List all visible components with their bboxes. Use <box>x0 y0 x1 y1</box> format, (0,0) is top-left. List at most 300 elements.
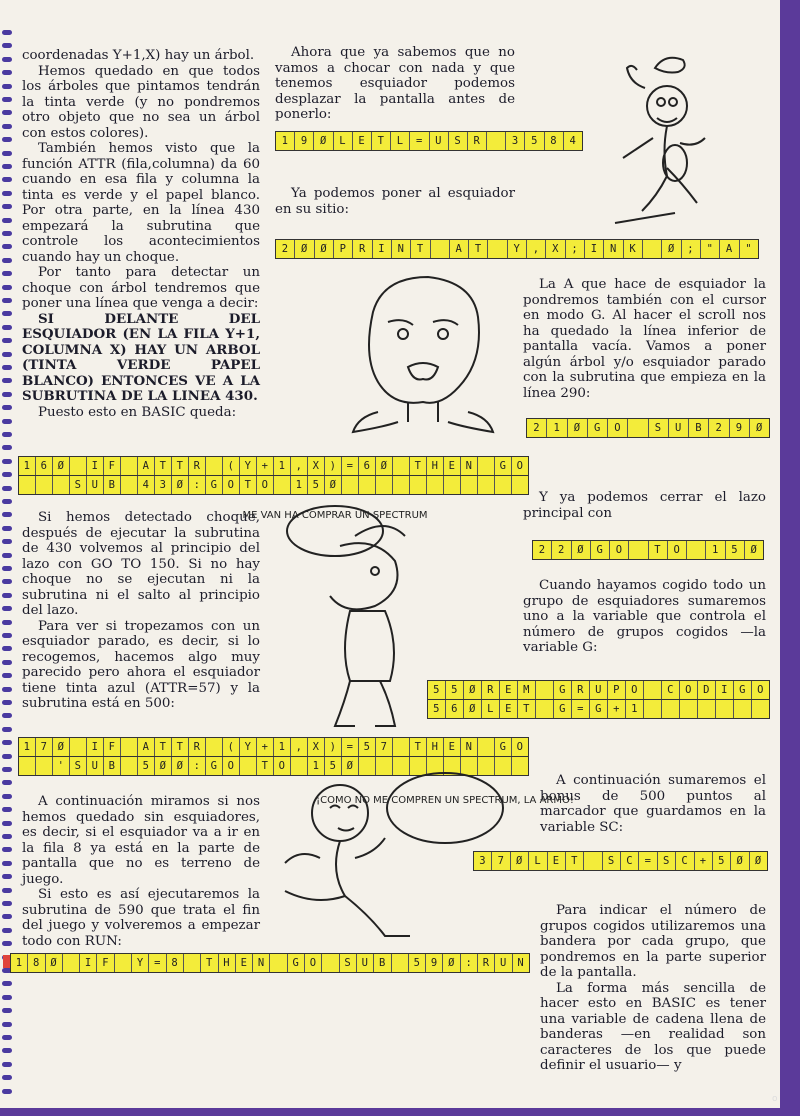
code-cell <box>426 476 443 494</box>
code-line-200 <box>275 239 759 259</box>
code-cell <box>494 476 511 494</box>
code-cell: B <box>688 419 708 437</box>
code-cell: 5 <box>725 541 744 559</box>
code-cell: 5 <box>433 684 440 696</box>
code-cell: 2 <box>708 419 728 437</box>
code-cell: Ø <box>463 681 481 699</box>
code-cell: Ø <box>744 541 763 559</box>
code-cell: 5 <box>358 738 375 756</box>
code-cell: T <box>171 738 188 756</box>
binding-hole <box>2 620 12 625</box>
code-cell <box>627 419 647 437</box>
code-cell: Ø <box>313 132 332 150</box>
code-cell: + <box>607 700 625 718</box>
code-row <box>276 132 582 150</box>
right-text-7 <box>540 903 766 1074</box>
binding-hole <box>2 834 12 839</box>
code-cell <box>273 476 290 494</box>
binding-hole <box>2 419 12 424</box>
code-row <box>19 457 528 475</box>
binding-hole <box>2 861 12 866</box>
binding-hole <box>2 740 12 745</box>
binding-hole <box>2 392 12 397</box>
code-cell: 9 <box>729 419 749 437</box>
code-row <box>19 738 528 756</box>
code-cell: N <box>512 954 529 972</box>
code-cell: E <box>499 681 517 699</box>
code-cell: 6 <box>358 457 375 475</box>
binding-hole <box>2 472 12 477</box>
code-cell: 1 <box>23 460 31 472</box>
code-cell: 1 <box>705 541 724 559</box>
binding-hole <box>2 901 12 906</box>
code-cell: M <box>517 681 535 699</box>
code-cell <box>642 240 661 258</box>
code-cell: Ø <box>171 757 188 775</box>
binding-hole <box>2 579 12 584</box>
binding-hole <box>2 767 12 772</box>
code-cell <box>120 457 137 475</box>
binding-hole <box>2 914 12 919</box>
code-cell: = <box>341 457 358 475</box>
code-cell: Y <box>507 240 526 258</box>
code-cell: K <box>623 240 642 258</box>
code-cell: R <box>467 132 486 150</box>
binding-hole <box>2 981 12 986</box>
code-cell: , <box>290 457 307 475</box>
paragraph: Y ya podemos cerrar el lazo principal con <box>523 490 766 521</box>
paragraph: Ahora que ya sabemos que no vamos a chocar con nada y que tenemos esquiador podemos desplazar la pantalla antes de ponerlo: <box>275 45 515 122</box>
code-cell: L <box>333 132 352 150</box>
code-cell <box>751 700 769 718</box>
binding-hole <box>2 553 12 558</box>
binding-hole <box>2 445 12 450</box>
code-cell: 6 <box>445 700 463 718</box>
right-text-4 <box>523 490 766 521</box>
code-cell <box>239 757 256 775</box>
code-cell: O <box>304 954 321 972</box>
binding-hole <box>2 995 12 1000</box>
code-cell: Ø <box>45 954 62 972</box>
code-cell: : <box>188 476 205 494</box>
speech-bubble-text: ME VAN HA COMPRAR UN SPECTRUM <box>242 510 428 521</box>
paragraph: Para indicar el número de grupos cogidos utilizaremos una bandera por cada grupo, que pondremos en la parte superior de la pantalla. <box>540 903 766 980</box>
code-cell: T <box>648 541 667 559</box>
code-cell: : <box>460 954 477 972</box>
code-cell: C <box>675 852 693 870</box>
code-cell: F <box>103 738 120 756</box>
code-line-190 <box>275 131 583 151</box>
code-cell <box>477 476 494 494</box>
binding-hole <box>2 258 12 263</box>
spiral-binding <box>2 30 14 1100</box>
code-line-370 <box>473 851 768 871</box>
code-cell: A <box>449 240 468 258</box>
code-row <box>527 419 769 437</box>
code-cell: ) <box>324 738 341 756</box>
code-line-210 <box>526 418 770 438</box>
binding-hole <box>2 30 12 35</box>
binding-hole <box>2 298 12 303</box>
code-cell <box>52 476 69 494</box>
paragraph: La forma más sencilla de hacer esto en BASIC es tener una variable de cadena llena de banderas —en realidad son caracteres de los que puede definir el usuario— y <box>540 980 766 1073</box>
binding-hole <box>2 673 12 678</box>
paragraph: A continuación miramos si nos hemos quedado sin esquiadores, es decir, si el esquiador va a ir en la fila 8 ya está en la parte de pantalla que no es terreno de juego. <box>22 794 260 887</box>
binding-hole <box>2 43 12 48</box>
code-cell: O <box>273 757 290 775</box>
code-cell: = <box>409 132 428 150</box>
code-cell: R <box>481 681 499 699</box>
code-cell <box>643 700 661 718</box>
purple-border <box>780 0 800 1116</box>
code-cell: 4 <box>563 132 582 150</box>
code-cell: O <box>679 681 697 699</box>
code-cell: B <box>103 757 120 775</box>
binding-hole <box>2 539 12 544</box>
code-cell <box>69 738 86 756</box>
code-cell: T <box>410 240 429 258</box>
code-cell: 2 <box>281 243 289 255</box>
binding-hole <box>2 1048 12 1053</box>
paragraph: Hemos quedado en que todos los árboles que pintamos tendrán la tinta verde (y no pondremos otro objeto que no sea un árbol con estos colores). <box>22 63 260 141</box>
code-cell: N <box>460 738 477 756</box>
code-cell: E <box>499 700 517 718</box>
code-cell: E <box>235 954 252 972</box>
code-cell: I <box>79 954 96 972</box>
code-cell: 1 <box>307 757 324 775</box>
code-cell: O <box>222 757 239 775</box>
code-cell <box>120 757 137 775</box>
binding-hole <box>2 325 12 330</box>
code-line-160 <box>18 456 529 495</box>
binding-hole <box>2 1035 12 1040</box>
left-text-block-1 <box>22 48 260 420</box>
code-cell: = <box>638 852 656 870</box>
code-cell: 5 <box>524 132 543 150</box>
code-cell <box>392 738 409 756</box>
code-cell: H <box>426 457 443 475</box>
code-cell: S <box>69 757 86 775</box>
binding-hole <box>2 700 12 705</box>
code-cell: ; <box>681 240 700 258</box>
binding-hole <box>2 191 12 196</box>
code-cell <box>321 954 338 972</box>
binding-hole <box>2 204 12 209</box>
code-cell: 2 <box>533 422 541 434</box>
code-cell: G <box>494 738 511 756</box>
code-cell: E <box>352 132 371 150</box>
speech-bubble-text: ¡COMO NO ME COMPREN UN SPECTRUM, LA ARMO! <box>316 795 574 806</box>
code-cell: N <box>603 240 622 258</box>
code-cell: G <box>587 419 607 437</box>
code-cell <box>643 681 661 699</box>
code-cell: U <box>589 681 607 699</box>
skier-cartoon-illustration <box>595 48 725 228</box>
left-text-block-3 <box>22 794 260 949</box>
code-cell: 8 <box>544 132 563 150</box>
binding-hole <box>2 97 12 102</box>
code-cell: T <box>239 476 256 494</box>
code-cell <box>486 132 505 150</box>
code-cell: F <box>103 457 120 475</box>
code-cell: 1 <box>273 457 290 475</box>
paragraph: También hemos visto que la función ATTR (fila,columna) da 60 cuando en esa fila y columna la tinta es verde y el papel blanco. Por otra parte, en la línea 430 empezará la subrutina que controle los acontecimientos cuando hay un choque. <box>22 141 260 265</box>
code-cell: Ø <box>571 541 590 559</box>
code-cell: T <box>565 852 583 870</box>
code-cell <box>69 457 86 475</box>
code-cell: B <box>103 476 120 494</box>
code-cell: 8 <box>166 954 183 972</box>
code-cell <box>679 700 697 718</box>
code-row <box>428 681 769 699</box>
code-cell: 5 <box>324 757 341 775</box>
binding-hole <box>2 244 12 249</box>
code-cell: Ø <box>463 700 481 718</box>
binding-hole <box>2 151 12 156</box>
code-cell: S <box>657 852 675 870</box>
paragraph: A continuación sumaremos el bonus de 500 puntos al marcador que guardamos en la variable SC: <box>540 773 766 835</box>
code-cell: Ø <box>294 240 313 258</box>
code-cell <box>477 457 494 475</box>
binding-hole <box>2 285 12 290</box>
binding-hole <box>2 794 12 799</box>
code-cell: " <box>700 240 719 258</box>
code-cell <box>686 541 705 559</box>
binding-hole <box>2 807 12 812</box>
code-row <box>428 699 769 718</box>
code-cell: I <box>372 240 391 258</box>
binding-hole <box>2 164 12 169</box>
code-cell: U <box>86 476 103 494</box>
code-cell <box>697 700 715 718</box>
code-cell: T <box>200 954 217 972</box>
code-cell: + <box>256 738 273 756</box>
code-cell: Ø <box>171 476 188 494</box>
code-cell: E <box>443 457 460 475</box>
code-cell <box>35 757 52 775</box>
code-cell: R <box>188 457 205 475</box>
code-cell: Ø <box>154 757 171 775</box>
code-cell: L <box>528 852 546 870</box>
code-cell: 1 <box>281 135 289 147</box>
code-cell: O <box>751 681 769 699</box>
code-cell <box>733 700 751 718</box>
code-cell: : <box>188 757 205 775</box>
code-cell: T <box>256 757 273 775</box>
paragraph: SI DELANTE DEL ESQUIADOR (EN LA FILA Y+1, COLUMNA X) HAY UN ARBOL (TINTA VERDE PAPEL BLANCO) ENTONCES VE A LA SUBRUTINA DE LA LINEA 430. <box>22 310 260 404</box>
binding-hole <box>2 1022 12 1027</box>
code-cell: O <box>667 541 686 559</box>
code-cell: T <box>409 738 426 756</box>
binding-hole <box>2 847 12 852</box>
code-cell: T <box>371 132 390 150</box>
code-cell: Ø <box>375 457 392 475</box>
code-row <box>276 240 758 258</box>
code-cell: 3 <box>154 476 171 494</box>
code-cell: O <box>625 681 643 699</box>
code-cell: T <box>517 700 535 718</box>
binding-hole <box>2 941 12 946</box>
code-cell: I <box>715 681 733 699</box>
code-cell <box>409 476 426 494</box>
binding-hole <box>2 646 12 651</box>
paragraph: Si esto es así ejecutaremos la subrutina de 590 que trata el fin del juego y volveremos a empezar todo con RUN: <box>22 887 260 949</box>
code-cell: Y <box>239 457 256 475</box>
code-cell <box>358 476 375 494</box>
binding-hole <box>2 780 12 785</box>
code-cell: Ø <box>749 419 769 437</box>
code-cell: G <box>733 681 751 699</box>
code-cell: G <box>553 700 571 718</box>
code-cell <box>35 476 52 494</box>
code-cell: G <box>205 757 222 775</box>
code-cell <box>375 476 392 494</box>
code-cell: 7 <box>35 738 52 756</box>
code-cell: Ø <box>52 457 69 475</box>
code-cell: T <box>468 240 487 258</box>
binding-hole <box>2 231 12 236</box>
code-cell: E <box>443 738 460 756</box>
binding-hole <box>2 606 12 611</box>
right-text-6 <box>540 773 766 835</box>
binding-hole <box>2 459 12 464</box>
paragraph: coordenadas Y+1,X) hay un árbol. <box>22 48 255 63</box>
code-cell: 9 <box>425 954 442 972</box>
binding-hole <box>2 928 12 933</box>
code-cell <box>120 738 137 756</box>
binding-hole <box>2 218 12 223</box>
code-cell: X <box>307 738 324 756</box>
code-cell: L <box>481 700 499 718</box>
code-cell: 8 <box>27 954 44 972</box>
binding-hole <box>2 874 12 879</box>
binding-hole <box>2 84 12 89</box>
code-cell: 1 <box>290 476 307 494</box>
binding-hole <box>2 137 12 142</box>
code-cell: Ø <box>52 738 69 756</box>
code-cell: Y <box>239 738 256 756</box>
binding-hole <box>2 432 12 437</box>
code-cell: O <box>609 541 628 559</box>
right-text-3 <box>523 277 766 401</box>
binding-hole <box>2 311 12 316</box>
code-cell: = <box>341 738 358 756</box>
code-cell: 5 <box>137 757 154 775</box>
binding-hole <box>2 1089 12 1094</box>
code-cell: S <box>602 852 620 870</box>
code-cell <box>114 954 131 972</box>
code-cell: P <box>607 681 625 699</box>
code-cell: O <box>222 476 239 494</box>
paragraph: Para ver si tropezamos con un esquiador parado, es decir, si lo recogemos, hacemos algo muy parecido pero ahora el esquiador tiene tinta azul (ATTR=57) y la subrutina está en 500: <box>22 618 260 711</box>
code-cell: 5 <box>433 703 440 715</box>
code-cell: Ø <box>730 852 748 870</box>
binding-hole <box>2 70 12 75</box>
code-cell <box>511 757 528 775</box>
code-cell: ' <box>52 757 69 775</box>
code-cell <box>487 240 506 258</box>
binding-hole <box>2 486 12 491</box>
code-cell <box>341 476 358 494</box>
binding-hole <box>2 352 12 357</box>
binding-hole <box>2 177 12 182</box>
binding-hole <box>2 338 12 343</box>
code-cell: Ø <box>567 419 587 437</box>
code-cell: + <box>694 852 712 870</box>
binding-hole <box>2 271 12 276</box>
code-cell <box>183 954 200 972</box>
code-cell: Y <box>131 954 148 972</box>
code-cell: 1 <box>625 700 643 718</box>
code-cell: U <box>356 954 373 972</box>
sad-blob-cartoon-illustration <box>348 272 498 447</box>
code-cell: F <box>96 954 113 972</box>
code-cell: H <box>426 738 443 756</box>
code-cell: A <box>137 738 154 756</box>
binding-hole <box>2 687 12 692</box>
binding-hole <box>2 499 12 504</box>
binding-hole <box>2 365 12 370</box>
code-cell: C <box>620 852 638 870</box>
code-cell <box>392 457 409 475</box>
code-cell: R <box>188 738 205 756</box>
code-cell: X <box>307 457 324 475</box>
code-cell: G <box>287 954 304 972</box>
code-cell <box>430 240 449 258</box>
code-cell: I <box>86 738 103 756</box>
binding-hole <box>2 405 12 410</box>
code-cell: S <box>69 476 86 494</box>
code-cell: T <box>154 738 171 756</box>
left-text-block-2 <box>22 510 260 712</box>
right-text-2 <box>275 186 515 217</box>
binding-hole <box>2 660 12 665</box>
code-row <box>11 954 529 972</box>
code-cell <box>511 476 528 494</box>
paragraph: Ya podemos poner al esquiador en su sitio: <box>275 186 515 217</box>
code-cell: Ø <box>314 240 333 258</box>
code-cell: ( <box>222 457 239 475</box>
code-cell: 5 <box>712 852 730 870</box>
binding-hole <box>2 754 12 759</box>
binding-hole <box>2 1008 12 1013</box>
code-cell: Ø <box>341 757 358 775</box>
code-cell: S <box>339 954 356 972</box>
code-cell <box>460 476 477 494</box>
code-cell: E <box>547 852 565 870</box>
code-cell: Ø <box>510 852 528 870</box>
code-cell: , <box>290 738 307 756</box>
binding-hole <box>2 124 12 129</box>
code-cell: ) <box>324 457 341 475</box>
code-cell <box>477 738 494 756</box>
code-cell: N <box>391 240 410 258</box>
paragraph: Por tanto para detectar un choque con árbol tendremos que poner una línea que venga a decir: <box>22 265 260 311</box>
code-cell: T <box>154 457 171 475</box>
code-cell: A <box>137 457 154 475</box>
paragraph: Cuando hayamos cogido todo un grupo de esquiadores sumaremos uno a la variable que controla el número de grupos cogidos —la variable G: <box>523 578 766 655</box>
code-cell: I <box>86 457 103 475</box>
code-cell: I <box>584 240 603 258</box>
code-cell: Ø <box>661 240 680 258</box>
code-cell: N <box>460 457 477 475</box>
binding-hole <box>2 512 12 517</box>
code-cell: G <box>494 457 511 475</box>
binding-hole <box>2 110 12 115</box>
code-cell: G <box>589 700 607 718</box>
code-cell: 1 <box>15 957 23 969</box>
code-line-180 <box>10 953 530 973</box>
